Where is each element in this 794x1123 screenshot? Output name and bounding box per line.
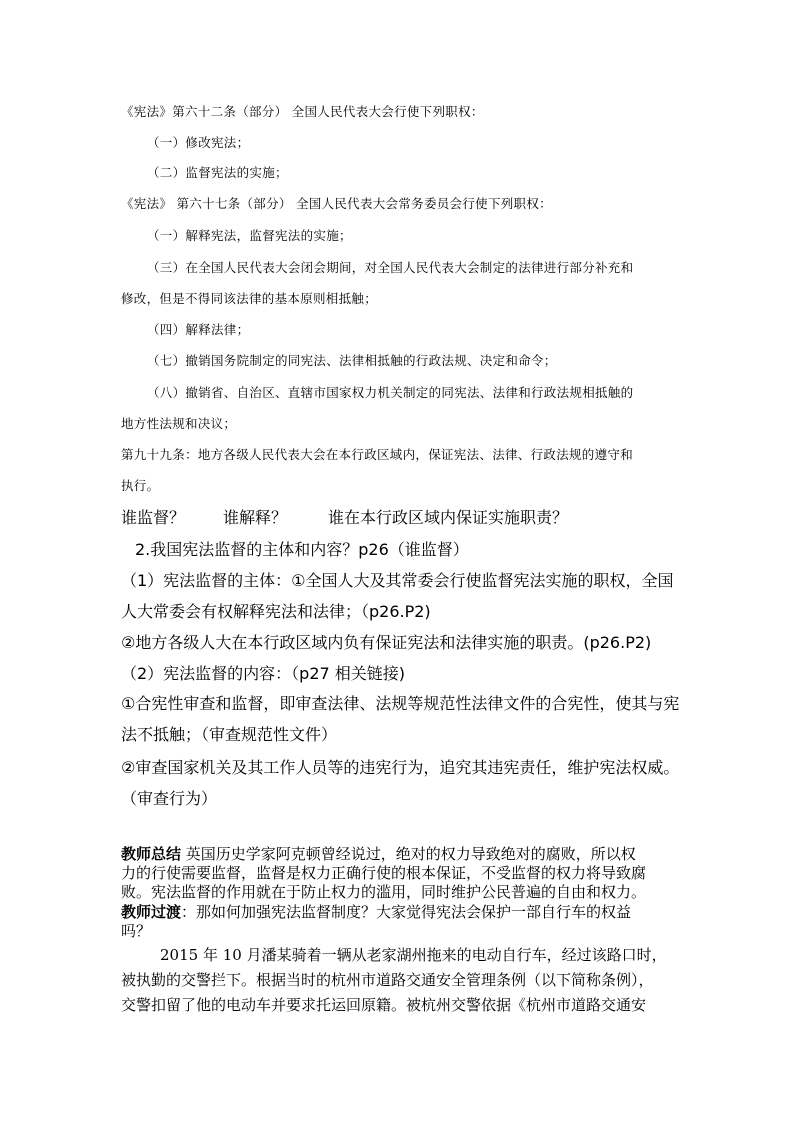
subject-line-1: （1）宪法监督的主体：①全国人大及其常委会行使监督宪法实施的职权，全国 (121, 571, 674, 590)
question-2-title: 2.我国宪法监督的主体和内容？p26（谁监督） (135, 540, 469, 559)
article-67-item-7: （七）撤销国务院制定的同宪法、法律相抵触的行政法规、决定和命令； (147, 353, 557, 368)
subject-line-3: ②地方各级人大在本行政区域内负有保证宪法和法律实施的职责。(p26.P2) (121, 633, 652, 652)
article-62-heading: 《宪法》第六十二条（部分） 全国人民代表大会行使下列职权： (121, 104, 484, 119)
article-67-item-8-line-1: （八）撤销省、自治区、直辖市国家权力机关制定的同宪法、法律和行政法规相抵触的 (147, 385, 634, 400)
article-67-item-4: （四）解释法律； (147, 322, 250, 337)
question-who-ensures: 谁在本行政区域内保证实施职责？ (328, 508, 569, 527)
content-item-1-line-2: 法不抵触；（审查规范性文件） (121, 725, 338, 744)
article-67-item-3-line-2: 修改，但是不得同该法律的基本原则相抵触； (121, 291, 378, 306)
subject-line-2: 人大常委会有权解释宪法和法律；（p26.P2) (121, 602, 431, 621)
teacher-summary-text-1: 英国历史学家阿克顿曾经说过，绝对的权力导致绝对的腐败，所以权 (181, 845, 636, 863)
teacher-summary-label: 教师总结 (121, 845, 182, 863)
case-story-line-1: 2015 年 10 月潘某骑着一辆从老家湖州拖来的电动自行车，经过该路口时， (160, 946, 667, 964)
teacher-transition-line-1 (121, 905, 631, 920)
teacher-transition-label: 教师过渡 (121, 903, 182, 921)
content-item-2-line-2: （审查行为） (121, 789, 218, 808)
teacher-summary-line-2: 力的行使需要监督，监督是权力正确行使的根本保证，不受监督的权力将导致腐 (121, 864, 647, 882)
content-item-1-line-1: ①合宪性审查和监督，即审查法律、法规等规范性法律文件的合宪性，使其与宪 (121, 694, 680, 713)
question-who-supervises: 谁监督？ (121, 508, 186, 527)
article-62-item-1: （一）修改宪法； (147, 135, 250, 150)
content-heading: （2）宪法监督的内容：（p27 相关链接) (121, 664, 406, 683)
article-99-line-2: 执行。 (121, 478, 160, 493)
article-67-item-3-line-1: （三）在全国人民代表大会闭会期间，对全国人民代表大会制定的法律进行部分补充和 (147, 260, 634, 275)
teacher-transition-text-1: ：那如何加强宪法监督制度？大家觉得宪法会保护一部自行车的权益 (181, 903, 632, 921)
article-99-line-1: 第九十九条：地方各级人民代表大会在本行政区域内，保证宪法、法律、行政法规的遵守和 (121, 447, 634, 462)
content-item-2-line-1: ②审查国家机关及其工作人员等的违宪行为，追究其违宪责任，维护宪法权威。 (121, 758, 680, 777)
question-who-interprets: 谁解释？ (223, 508, 288, 527)
teacher-summary-line-3: 败。宪法监督的作用就在于防止权力的滥用，同时维护公民普遍的自由和权力。 (121, 883, 647, 901)
teacher-summary-line-1 (121, 847, 636, 862)
case-story-line-2: 被执勤的交警拦下。根据当时的杭州市道路交通安全管理条例（以下简称条例）， (121, 971, 654, 989)
article-62-item-2: （二）监督宪法的实施； (147, 165, 288, 180)
article-67-heading: 《宪法》 第六十七条（部分） 全国人民代表大会常务委员会行使下列职权： (121, 196, 552, 211)
case-story-line-3: 交警扣留了他的电动车并要求托运回原籍。被杭州交警依据《杭州市道路交通安 (121, 996, 647, 1014)
article-67-item-1: （一）解释宪法，监督宪法的实施； (147, 228, 352, 243)
teacher-transition-line-2: 吗？ (121, 922, 152, 940)
article-67-item-8-line-2: 地方性法规和决议； (121, 416, 237, 431)
